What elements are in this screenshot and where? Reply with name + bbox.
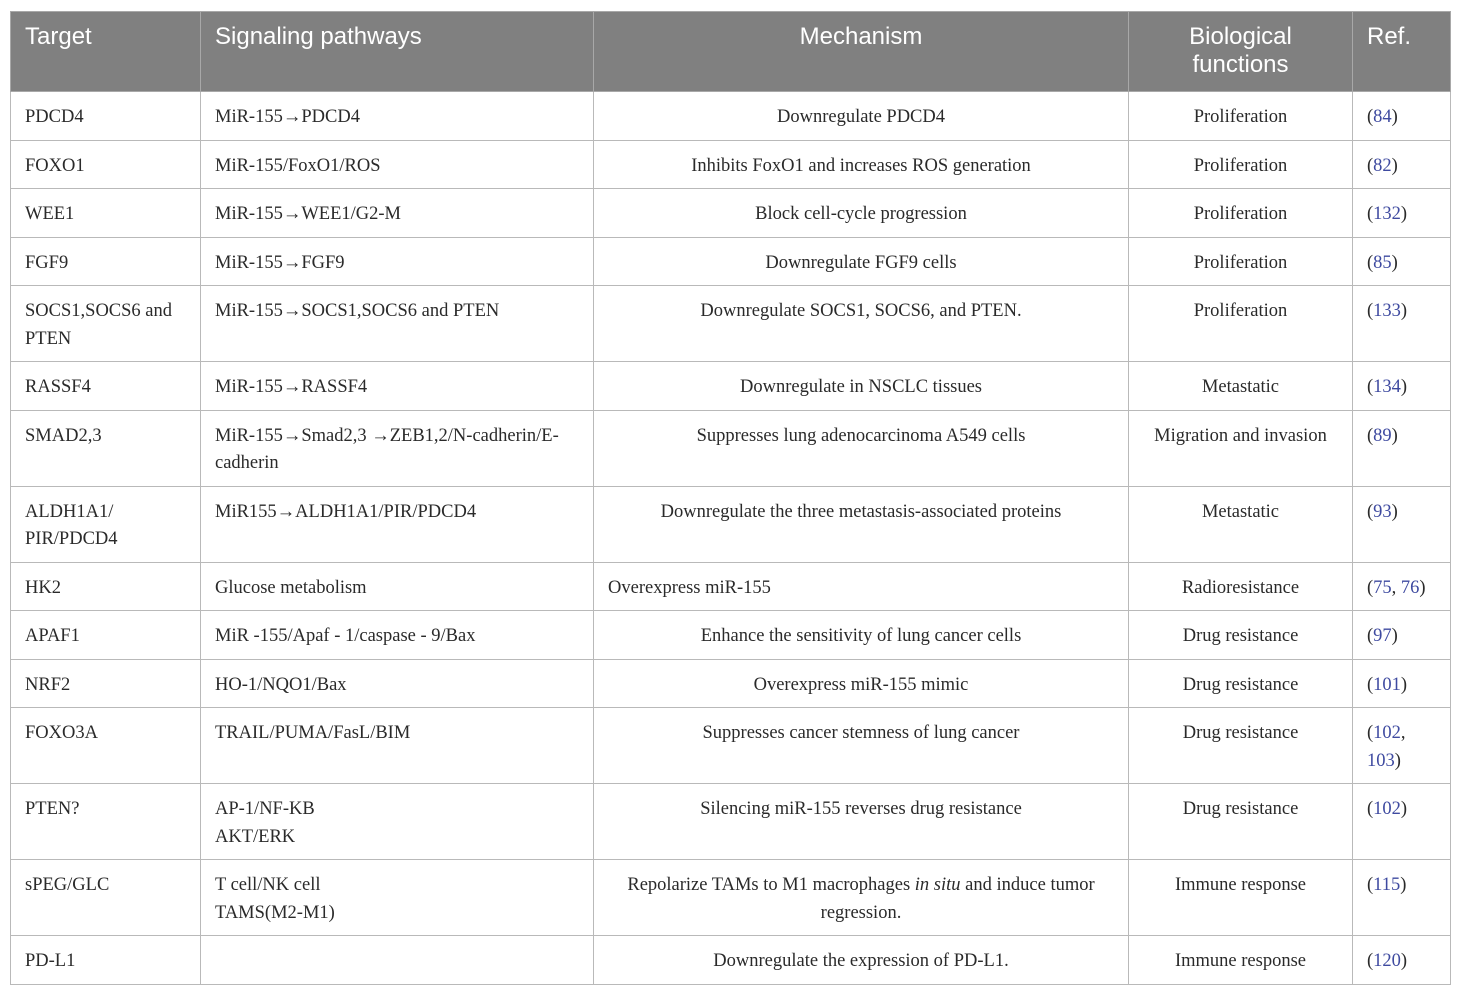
cell-biological-function: Radioresistance: [1129, 562, 1353, 611]
cell-biological-function: Drug resistance: [1129, 659, 1353, 708]
cell-target: PDCD4: [11, 92, 201, 141]
cell-target: FOXO3A: [11, 708, 201, 784]
cell-mechanism: Downregulate the three metastasis-associated proteins: [594, 486, 1129, 562]
cell-mechanism: Overexpress miR-155 mimic: [594, 659, 1129, 708]
cell-ref: (89): [1353, 410, 1451, 486]
cell-signaling-pathway: [201, 562, 594, 611]
header-biological-functions: Biological functions: [1129, 12, 1353, 92]
table-row: [11, 860, 1451, 936]
cell-ref: (133): [1353, 286, 1451, 362]
cell-target: FOXO1: [11, 140, 201, 189]
cell-biological-function: Proliferation: [1129, 140, 1353, 189]
cell-ref: (82): [1353, 140, 1451, 189]
cell-ref: (102, 103): [1353, 708, 1451, 784]
cell-target: RASSF4: [11, 362, 201, 411]
cell-mechanism: Overexpress miR-155: [594, 562, 1129, 611]
reference-link[interactable]: 75: [1373, 577, 1392, 598]
table-row: [11, 286, 1451, 362]
table-row: [11, 611, 1451, 660]
table-row: [11, 486, 1451, 562]
table-row: [11, 362, 1451, 411]
cell-mechanism: [594, 860, 1129, 936]
mechanism-text: Repolarize TAMs to M1 macrophages: [627, 875, 915, 895]
cell-target: sPEG/GLC: [11, 860, 201, 936]
pathway-line: MiR-155→FGF9: [215, 252, 345, 273]
reference-link[interactable]: 97: [1373, 626, 1392, 646]
cell-signaling-pathway: [201, 189, 594, 238]
cell-biological-function: Immune response: [1129, 860, 1353, 936]
pathway-line: MiR-155→PDCD4: [215, 107, 360, 127]
cell-mechanism: Suppresses cancer stemness of lung cancer: [594, 708, 1129, 784]
cell-target: ALDH1A1/ PIR/PDCD4: [11, 486, 201, 562]
cell-signaling-pathway: [201, 860, 594, 936]
cell-target: PTEN?: [11, 784, 201, 860]
table-row: [11, 92, 1451, 141]
table-row: [11, 562, 1451, 611]
cell-mechanism: Downregulate in NSCLC tissues: [594, 362, 1129, 411]
header-mechanism: Mechanism: [594, 12, 1129, 92]
pathway-line: MiR-155→RASSF4: [215, 377, 368, 397]
cell-ref: (85): [1353, 237, 1451, 286]
cell-signaling-pathway: [201, 92, 594, 141]
pathway-line: HO-1/NQO1/Bax: [215, 674, 347, 695]
reference-link[interactable]: 93: [1373, 501, 1392, 522]
cell-target: FGF9: [11, 237, 201, 286]
reference-link[interactable]: 102: [1373, 723, 1401, 743]
cell-ref: (132): [1353, 189, 1451, 238]
table-row: [11, 708, 1451, 784]
mir155-targets-table: [10, 11, 1451, 985]
cell-ref: (101): [1353, 659, 1451, 708]
table-container: [10, 11, 1450, 985]
cell-target: PD-L1: [11, 936, 201, 985]
pathway-line: MiR-155→SOCS1,SOCS6 and PTEN: [215, 301, 500, 321]
cell-biological-function: Proliferation: [1129, 92, 1353, 141]
cell-target: WEE1: [11, 189, 201, 238]
table-row: [11, 784, 1451, 860]
cell-biological-function: Drug resistance: [1129, 611, 1353, 660]
cell-target: SMAD2,3: [11, 410, 201, 486]
cell-biological-function: Migration and invasion: [1129, 410, 1353, 486]
pathway-line: MiR-155→WEE1/G2-M: [215, 204, 402, 224]
cell-mechanism: Enhance the sensitivity of lung cancer cells: [594, 611, 1129, 660]
table-row: [11, 410, 1451, 486]
mechanism-text: and induce tumor regression.: [820, 875, 1095, 923]
cell-biological-function: Immune response: [1129, 936, 1353, 985]
reference-link[interactable]: 133: [1373, 301, 1401, 321]
cell-signaling-pathway: [201, 237, 594, 286]
table-row: [11, 189, 1451, 238]
reference-link[interactable]: 132: [1373, 204, 1401, 224]
cell-target: NRF2: [11, 659, 201, 708]
table-body: [11, 92, 1451, 985]
reference-link[interactable]: 115: [1373, 875, 1401, 895]
table-header: [11, 12, 1451, 92]
cell-mechanism: Downregulate the expression of PD-L1.: [594, 936, 1129, 985]
pathway-line: TAMS(M2-M1): [215, 902, 335, 923]
cell-biological-function: Proliferation: [1129, 286, 1353, 362]
header-ref: Ref.: [1353, 12, 1451, 92]
pathway-line: Glucose metabolism: [215, 577, 367, 598]
pathway-line: MiR-155/FoxO1/ROS: [215, 155, 381, 176]
reference-link[interactable]: 85: [1373, 252, 1392, 273]
cell-biological-function: Drug resistance: [1129, 708, 1353, 784]
pathway-line: AP-1/NF-KB: [215, 799, 315, 819]
reference-link[interactable]: 101: [1373, 674, 1401, 695]
table-row: [11, 659, 1451, 708]
cell-mechanism: Block cell-cycle progression: [594, 189, 1129, 238]
header-row: [11, 12, 1451, 92]
cell-signaling-pathway: [201, 486, 594, 562]
cell-biological-function: Proliferation: [1129, 237, 1353, 286]
cell-mechanism: Downregulate SOCS1, SOCS6, and PTEN.: [594, 286, 1129, 362]
header-signaling-pathways: Signaling pathways: [201, 12, 594, 92]
cell-ref: (102): [1353, 784, 1451, 860]
reference-link[interactable]: 103: [1367, 750, 1395, 771]
cell-ref: (93): [1353, 486, 1451, 562]
pathway-line: TRAIL/PUMA/FasL/BIM: [215, 723, 411, 743]
cell-mechanism: Downregulate PDCD4: [594, 92, 1129, 141]
cell-mechanism: Silencing miR-155 reverses drug resistance: [594, 784, 1129, 860]
table-row: [11, 237, 1451, 286]
cell-ref: (75, 76): [1353, 562, 1451, 611]
cell-biological-function: Drug resistance: [1129, 784, 1353, 860]
cell-signaling-pathway: [201, 140, 594, 189]
reference-link[interactable]: 102: [1373, 799, 1401, 819]
cell-mechanism: Suppresses lung adenocarcinoma A549 cells: [594, 410, 1129, 486]
pathway-line: AKT/ERK: [215, 826, 296, 847]
cell-target: APAF1: [11, 611, 201, 660]
cell-mechanism: Downregulate FGF9 cells: [594, 237, 1129, 286]
cell-signaling-pathway: [201, 659, 594, 708]
cell-target: SOCS1,SOCS6 and PTEN: [11, 286, 201, 362]
reference-link[interactable]: 120: [1373, 951, 1401, 971]
cell-signaling-pathway: [201, 286, 594, 362]
table-row: [11, 140, 1451, 189]
cell-biological-function: Metastatic: [1129, 486, 1353, 562]
pathway-line: MiR-155→Smad2,3 →ZEB1,2/N-cadherin/E-cadherin: [215, 425, 559, 473]
mechanism-italic: in situ: [914, 875, 961, 895]
cell-signaling-pathway: [201, 784, 594, 860]
cell-ref: (134): [1353, 362, 1451, 411]
reference-link[interactable]: 134: [1373, 377, 1401, 397]
reference-link[interactable]: 76: [1400, 577, 1420, 598]
cell-signaling-pathway: [201, 362, 594, 411]
pathway-line: T cell/NK cell: [215, 875, 321, 895]
pathway-line: MiR -155/Apaf - 1/caspase - 9/Bax: [215, 626, 476, 646]
cell-target: HK2: [11, 562, 201, 611]
cell-signaling-pathway: [201, 410, 594, 486]
cell-signaling-pathway: [201, 936, 594, 985]
pathway-line: MiR155→ALDH1A1/PIR/PDCD4: [215, 501, 477, 522]
cell-mechanism: Inhibits FoxO1 and increases ROS generation: [594, 140, 1129, 189]
cell-ref: (115): [1353, 860, 1451, 936]
header-target: Target: [11, 12, 201, 92]
reference-link[interactable]: 89: [1373, 425, 1392, 446]
table-row: [11, 936, 1451, 985]
reference-link[interactable]: 84: [1373, 107, 1392, 127]
cell-ref: (84): [1353, 92, 1451, 141]
cell-biological-function: Metastatic: [1129, 362, 1353, 411]
reference-link[interactable]: 82: [1373, 155, 1392, 176]
cell-signaling-pathway: [201, 708, 594, 784]
cell-signaling-pathway: [201, 611, 594, 660]
cell-biological-function: Proliferation: [1129, 189, 1353, 238]
cell-ref: (97): [1353, 611, 1451, 660]
cell-ref: (120): [1353, 936, 1451, 985]
